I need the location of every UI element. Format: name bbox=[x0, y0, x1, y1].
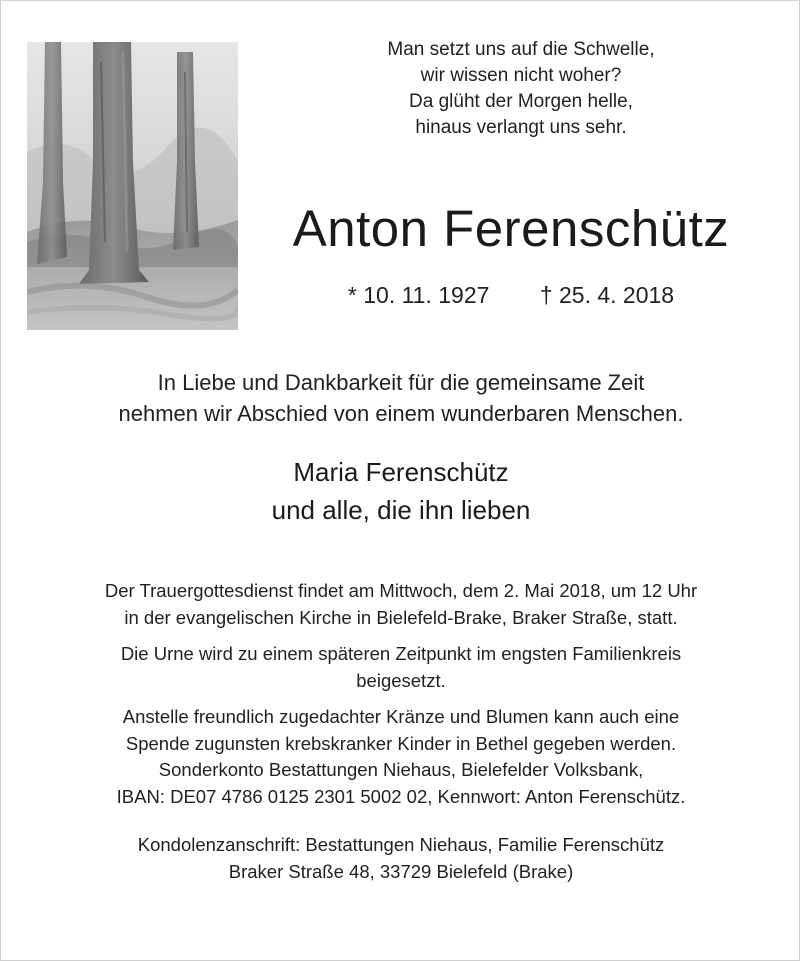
mourners bbox=[1, 453, 800, 529]
service-line: Der Trauergottesdienst findet am Mittwoch, dem 2. Mai 2018, um 12 Uhr bbox=[104, 580, 698, 601]
service-information bbox=[21, 578, 781, 885]
donation-details bbox=[21, 704, 781, 810]
service-details bbox=[21, 578, 781, 631]
forest-trees-illustration-icon bbox=[27, 42, 238, 330]
mourner-line: Maria Ferenschütz bbox=[293, 457, 509, 487]
farewell-text bbox=[1, 367, 800, 429]
death-date: † 25. 4. 2018 bbox=[539, 282, 675, 308]
poem-line: Man setzt uns auf die Schwelle, bbox=[387, 39, 655, 60]
birth-date: * 10. 11. 1927 bbox=[347, 282, 490, 308]
life-dates bbox=[301, 279, 721, 311]
poem bbox=[301, 37, 741, 141]
farewell-line: In Liebe und Dankbarkeit für die gemeinsame Zeit bbox=[157, 370, 645, 395]
urn-line: Die Urne wird zu einem späteren Zeitpunkt im engsten Familienkreis bbox=[120, 643, 682, 664]
poem-line: Da glüht der Morgen helle, bbox=[409, 91, 633, 112]
farewell-line: nehmen wir Abschied von einem wunderbaren Menschen. bbox=[118, 401, 684, 426]
urn-details bbox=[21, 641, 781, 694]
urn-line: beigesetzt. bbox=[356, 669, 446, 691]
condolence-line: Kondolenzanschrift: Bestattungen Niehaus, Familie Ferenschütz bbox=[137, 834, 665, 855]
donation-line: Spende zugunsten krebskranker Kinder in Bethel gegeben werden. bbox=[125, 732, 677, 754]
donation-line: IBAN: DE07 4786 0125 2301 5002 02, Kennwort: Anton Ferenschütz. bbox=[116, 785, 686, 807]
donation-line: Anstelle freundlich zugedachter Kränze und Blumen kann auch eine bbox=[122, 706, 680, 727]
service-line: in der evangelischen Kirche in Bielefeld-Brake, Braker Straße, statt. bbox=[124, 606, 678, 628]
condolence-address bbox=[21, 832, 781, 885]
deceased-name: Anton Ferenschütz bbox=[292, 200, 730, 257]
mourner-line: und alle, die ihn lieben bbox=[271, 495, 531, 525]
condolence-line: Braker Straße 48, 33729 Bielefeld (Brake) bbox=[228, 860, 574, 882]
poem-line: hinaus verlangt uns sehr. bbox=[415, 117, 627, 138]
poem-line: wir wissen nicht woher? bbox=[420, 65, 622, 86]
donation-line: Sonderkonto Bestattungen Niehaus, Bielefelder Volksbank, bbox=[158, 759, 644, 780]
